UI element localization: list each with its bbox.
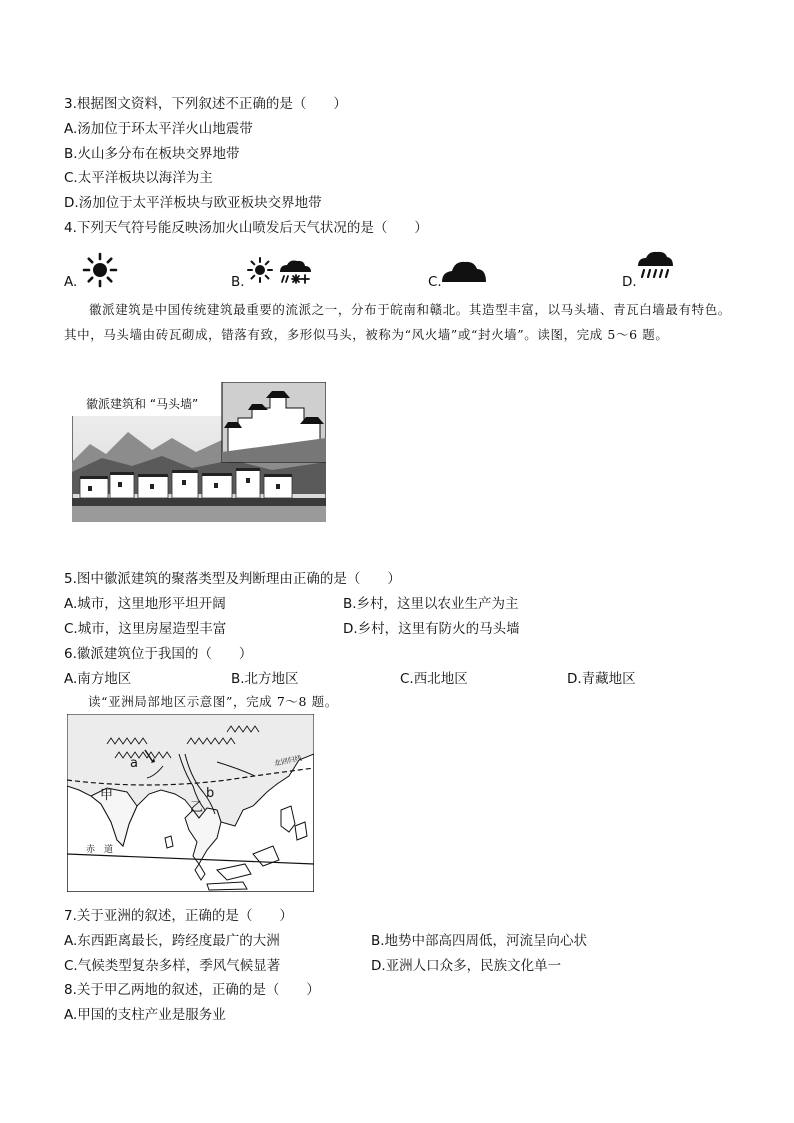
sun-icon	[82, 252, 118, 288]
rain-cloud-icon	[636, 250, 674, 284]
q4-option-d	[622, 254, 692, 290]
q4-option-c-label: C.	[428, 274, 442, 290]
overcast-cloud-icon	[440, 258, 488, 284]
q3-option-c: C.太平洋板块以海洋为主	[64, 170, 213, 186]
q5-option-c: C.城市，这里房屋造型丰富	[64, 621, 227, 637]
q7-option-c: C.气候类型复杂多样，季风气候显著	[64, 958, 281, 974]
q4-option-a	[64, 254, 124, 290]
q5-option-d: D.乡村，这里有防火的马头墙	[343, 621, 520, 637]
map-label-equator: 赤 道	[86, 845, 114, 855]
q3-option-a: A.汤加位于环太平洋火山地震带	[64, 121, 253, 137]
q6-option-d: D.青藏地区	[567, 671, 636, 687]
map-label-yi: 乙	[190, 800, 204, 815]
q4-option-b-label: B.	[231, 274, 245, 290]
map-label-jia: 甲	[100, 788, 114, 803]
q4-option-b	[231, 254, 331, 290]
q6-option-b: B.北方地区	[231, 671, 299, 687]
q3-option-b: B.火山多分布在板块交界地带	[64, 146, 240, 162]
map-label-tropic: 北回归线	[273, 754, 303, 768]
q3-option-d: D.汤加位于太平洋板块与欧亚板块交界地带	[64, 195, 322, 211]
intro-7-8: 读“亚洲局部地区示意图”，完成 7～8 题。	[88, 694, 338, 709]
figure-caption: 徽派建筑和 “马头墙”	[86, 397, 199, 411]
q4-option-d-label: D.	[622, 274, 637, 290]
q3-stem: 3.根据图文资料，下列叙述不正确的是（ ）	[64, 96, 347, 112]
q7-option-a: A.东西距离最长，跨经度最广的大洲	[64, 933, 280, 949]
q4-stem: 4.下列天气符号能反映汤加火山喷发后天气状况的是（ ）	[64, 220, 428, 236]
sun-rain-snow-icon	[247, 256, 315, 286]
map-label-b: b	[206, 786, 215, 801]
q5-stem: 5.图中徽派建筑的聚落类型及判断理由正确的是（ ）	[64, 571, 401, 587]
q5-option-b: B.乡村，这里以农业生产为主	[343, 596, 519, 612]
q8-stem: 8.关于甲乙两地的叙述，正确的是（ ）	[64, 982, 320, 998]
passage-5-6: 徽派建筑是中国传统建筑最重要的流派之一，分布于皖南和赣北。其造型丰富，以马头墙、青瓦白墙最有特色。其中，马头墙由砖瓦砌成，错落有致，多形似马头，被称为“风火墙”或“封火墙”。读图，完成 5～6 题。	[64, 302, 731, 342]
q7-option-d: D.亚洲人口众多，民族文化单一	[371, 958, 562, 974]
q6-stem: 6.徽派建筑位于我国的（ ）	[64, 646, 253, 662]
q5-option-a: A.城市，这里地形平坦开阔	[64, 596, 226, 612]
map-label-a: a	[130, 756, 138, 771]
q7-stem: 7.关于亚洲的叙述，正确的是（ ）	[64, 908, 293, 924]
q8-option-a: A.甲国的支柱产业是服务业	[64, 1007, 226, 1023]
q4-option-a-label: A.	[64, 274, 78, 290]
q4-option-c	[428, 254, 498, 290]
q6-option-c: C.西北地区	[400, 671, 468, 687]
q6-option-a: A.南方地区	[64, 671, 132, 687]
q7-option-b: B.地势中部高四周低，河流呈向心状	[371, 933, 588, 949]
